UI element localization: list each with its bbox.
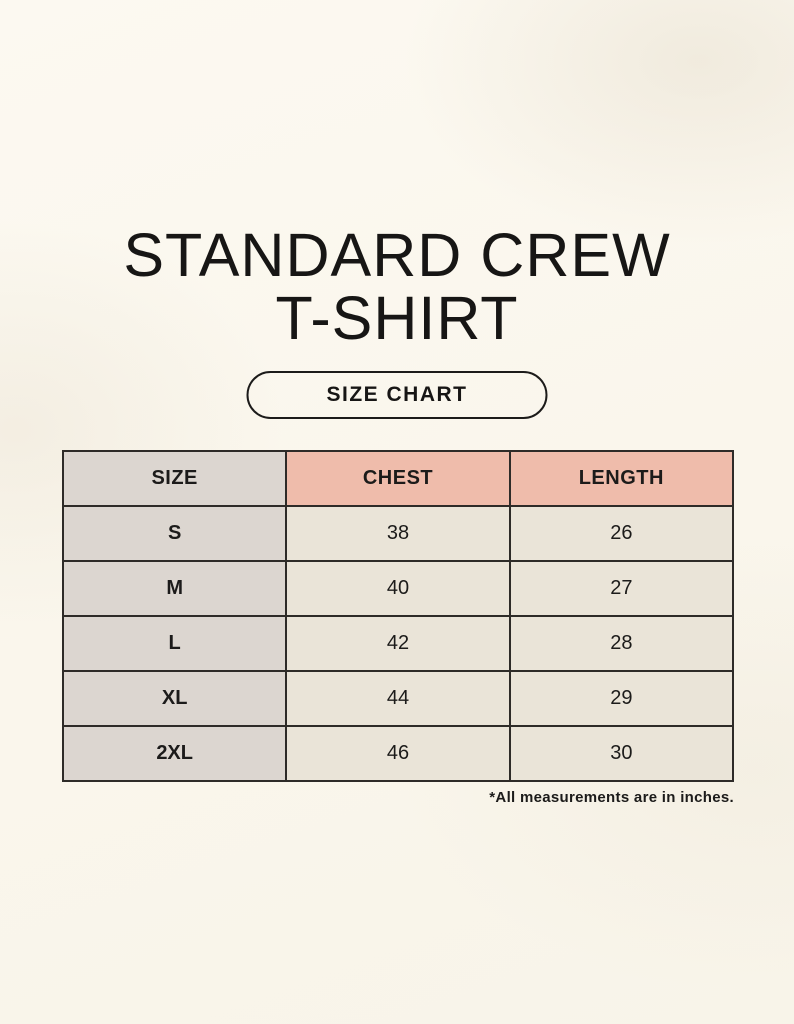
length-cell: 27 — [510, 561, 733, 616]
size-cell: S — [63, 506, 286, 561]
size-cell: XL — [63, 671, 286, 726]
table-row — [63, 616, 733, 671]
size-chart-badge — [247, 371, 548, 419]
size-cell: M — [63, 561, 286, 616]
chest-cell: 42 — [286, 616, 509, 671]
page-title — [0, 221, 794, 352]
chest-cell: 46 — [286, 726, 509, 781]
length-cell: 29 — [510, 671, 733, 726]
length-cell: 26 — [510, 506, 733, 561]
page-title-line2: T-SHIRT — [275, 283, 519, 352]
header-cell-chest: CHEST — [286, 451, 509, 506]
chest-cell: 38 — [286, 506, 509, 561]
page-title-line1: STANDARD CREW — [123, 221, 671, 289]
header-cell-size: SIZE — [63, 451, 286, 506]
table-row — [63, 726, 733, 781]
table-row — [63, 671, 733, 726]
table-row — [63, 506, 733, 561]
measurements-note: *All measurements are in inches. — [489, 789, 734, 806]
header-cell-length: LENGTH — [510, 451, 733, 506]
size-cell: L — [63, 616, 286, 671]
chest-cell: 44 — [286, 671, 509, 726]
size-cell: 2XL — [63, 726, 286, 781]
length-cell: 30 — [510, 726, 733, 781]
table-row — [63, 561, 733, 616]
length-cell: 28 — [510, 616, 733, 671]
table-header-row — [63, 451, 733, 506]
chest-cell: 40 — [286, 561, 509, 616]
size-chart-badge-label: SIZE CHART — [326, 383, 468, 406]
size-chart-table — [62, 450, 734, 782]
